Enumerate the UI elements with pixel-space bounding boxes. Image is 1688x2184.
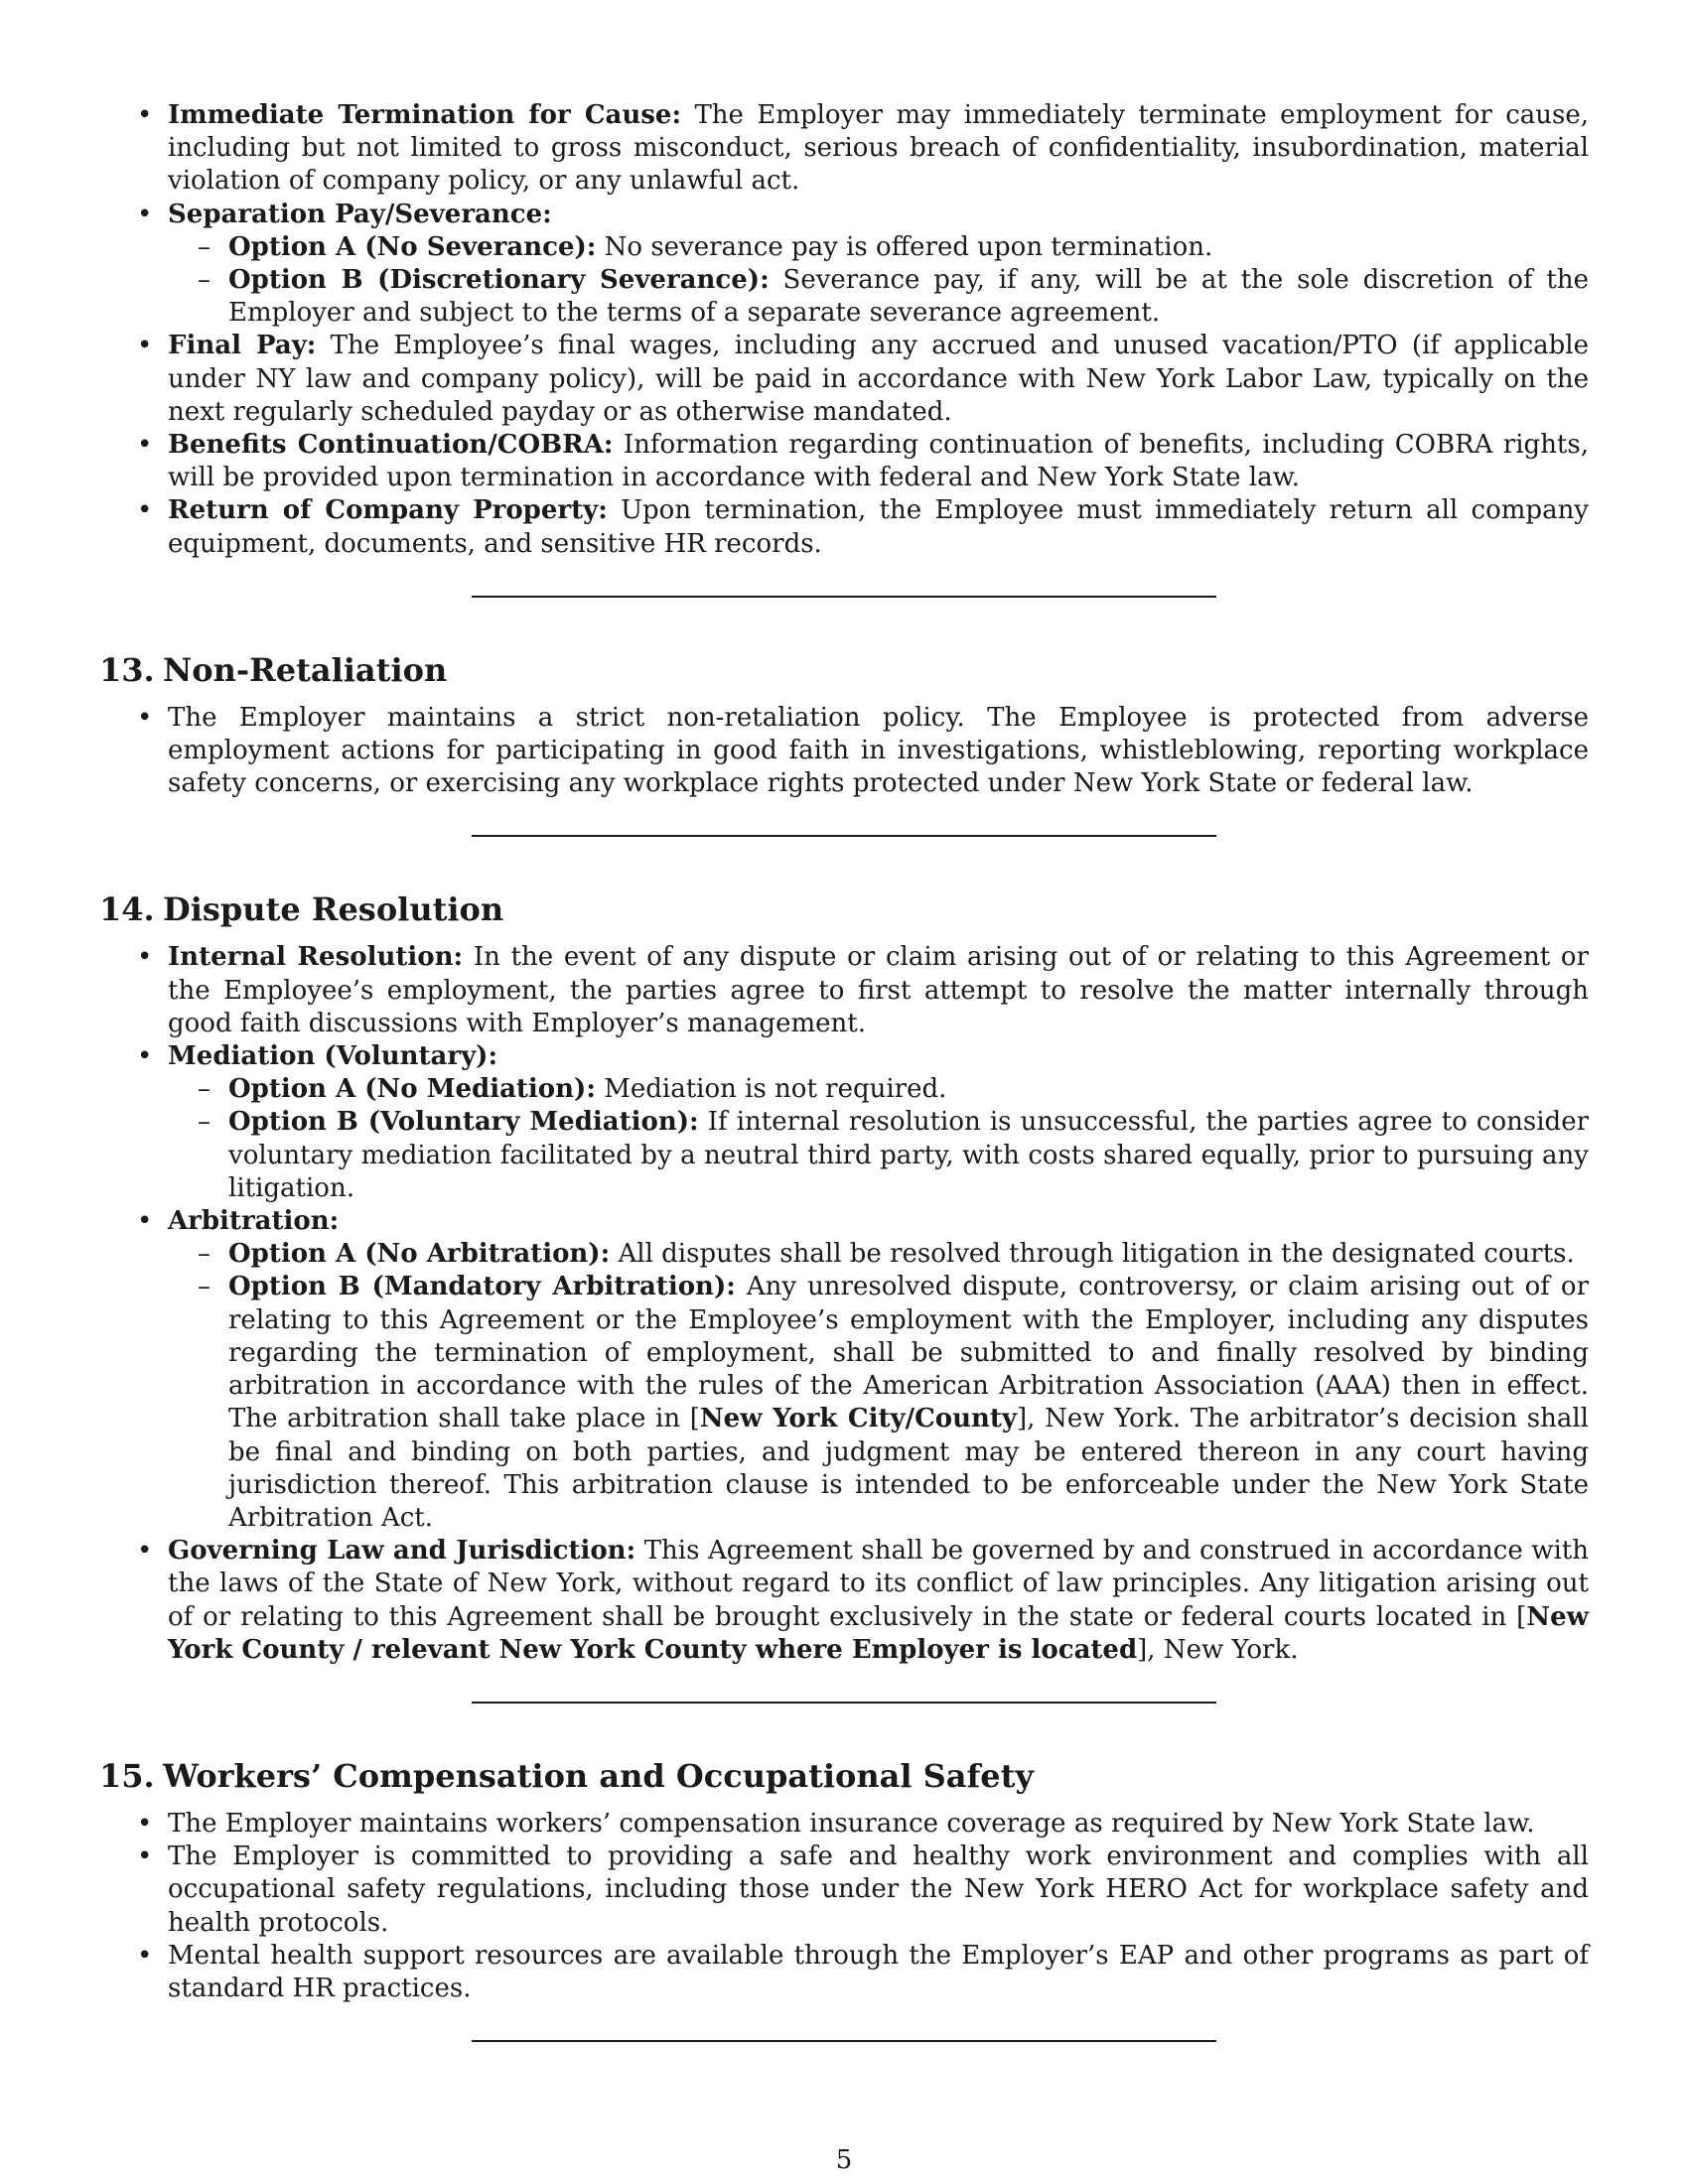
termination-list bbox=[99, 99, 1589, 561]
bullet: • bbox=[137, 1041, 153, 1072]
bullet: • bbox=[137, 1940, 153, 1971]
section-14-list bbox=[99, 941, 1589, 1666]
section-title: Non-Retaliation bbox=[163, 650, 448, 689]
dash-bullet: – bbox=[198, 231, 211, 262]
list-item bbox=[99, 429, 1589, 494]
list-item bbox=[99, 1205, 1589, 1535]
bullet: • bbox=[137, 1842, 153, 1872]
item-label: Benefits Continuation/COBRA: bbox=[168, 430, 614, 461]
dash-bullet: – bbox=[198, 1107, 211, 1138]
item-label: Internal Resolution: bbox=[168, 942, 464, 973]
dash-bullet: – bbox=[198, 1074, 211, 1105]
sub-list bbox=[168, 1238, 1589, 1535]
item-label: Option B (Discretionary Severance): bbox=[228, 265, 770, 296]
section-heading bbox=[99, 1756, 1589, 1796]
sub-list-item bbox=[168, 231, 1589, 264]
list-item bbox=[99, 702, 1589, 801]
page-content bbox=[99, 99, 1589, 2042]
item-text: ], New York. The arbitrator’s decision shall be final and binding on both parties, and judgment may be entered thereon in any court having jurisdiction thereof. This arbitration clause is intended to be enforceable under the New York State Arbitration Act. bbox=[228, 1404, 1589, 1533]
bullet: • bbox=[137, 199, 153, 229]
list-item bbox=[99, 1808, 1589, 1841]
bullet: • bbox=[137, 1536, 153, 1567]
list-item bbox=[99, 941, 1589, 1040]
item-label: Option A (No Arbitration): bbox=[228, 1239, 611, 1270]
section-title: Dispute Resolution bbox=[163, 890, 504, 929]
item-text: Severance pay, if any, will be at the sole discretion of the Employer and subject to the terms of a separate severance agreement. bbox=[228, 265, 1589, 329]
dash-bullet: – bbox=[198, 265, 211, 296]
item-text: All disputes shall be resolved through litigation in the designated courts. bbox=[610, 1239, 1575, 1270]
sub-list bbox=[168, 1073, 1589, 1205]
list-item bbox=[99, 494, 1589, 560]
section-heading bbox=[99, 650, 1589, 690]
item-label: Separation Pay/Severance: bbox=[168, 199, 552, 229]
list-item bbox=[99, 1535, 1589, 1667]
item-label: Option A (No Severance): bbox=[228, 231, 597, 262]
item-text: Any unresolved dispute, controversy, or claim arising out of or relating to this Agreement or the Employee’s employment with the Employer, including any disputes regarding the termination of employment, shall be submitted to and finally resolved by binding arbitration in accordance with the rules of the American Arbitration Association (AAA) then in effect. The arbitration shall take place in [ bbox=[228, 1272, 1589, 1434]
item-text: The Employer is committed to providing a safe and healthy work environment and complies with all occupational safety regulations, including those under the New York HERO Act for workplace safety and health protocols. bbox=[168, 1842, 1589, 1938]
section-divider bbox=[472, 596, 1216, 598]
item-text: In the event of any dispute or claim arising out of or relating to this Agreement or the Employee’s employment, the parties agree to first attempt to resolve the matter internally through good faith discussions with Employer’s management. bbox=[168, 942, 1589, 1038]
bullet: • bbox=[137, 100, 153, 130]
item-label: Option B (Mandatory Arbitration): bbox=[228, 1272, 736, 1302]
section-number: 13. bbox=[99, 650, 155, 689]
list-item bbox=[99, 1040, 1589, 1205]
bullet: • bbox=[137, 495, 153, 526]
placeholder-text: New York County / relevant New York County where Employer is located bbox=[168, 1601, 1589, 1665]
bullet: • bbox=[137, 942, 153, 973]
item-text: ], New York. bbox=[1137, 1634, 1299, 1665]
bullet: • bbox=[137, 1808, 153, 1839]
item-label: Immediate Termination for Cause: bbox=[168, 100, 682, 130]
section-number: 15. bbox=[99, 1756, 155, 1795]
section-divider bbox=[472, 2040, 1216, 2042]
section-13-list bbox=[99, 702, 1589, 801]
item-text: No severance pay is offered upon termination. bbox=[596, 231, 1213, 262]
sub-list-item bbox=[168, 1271, 1589, 1535]
list-item bbox=[99, 99, 1589, 199]
section-divider bbox=[472, 1702, 1216, 1704]
list-item bbox=[99, 199, 1589, 331]
item-text: The Employee’s final wages, including any accrued and unused vacation/PTO (if applicable under NY law and company policy), will be paid in accordance with New York Labor Law, typically on the next regularly scheduled payday or as otherwise mandated. bbox=[168, 331, 1589, 427]
section-15-list bbox=[99, 1808, 1589, 2005]
item-text: Mediation is not required. bbox=[595, 1074, 947, 1105]
bullet: • bbox=[137, 430, 153, 461]
section-heading bbox=[99, 889, 1589, 929]
dash-bullet: – bbox=[198, 1239, 211, 1270]
dash-bullet: – bbox=[198, 1272, 211, 1302]
page-number: 5 bbox=[835, 2145, 853, 2175]
placeholder-text: New York City/County bbox=[699, 1404, 1018, 1434]
item-text: If internal resolution is unsuccessful, the parties agree to consider voluntary mediation facilitated by a neutral third party, with costs shared equally, prior to pursuing any litigation. bbox=[228, 1107, 1590, 1203]
sub-list-item bbox=[168, 1073, 1589, 1106]
bullet: • bbox=[137, 702, 153, 733]
item-text: Information regarding continuation of benefits, including COBRA rights, will be provided upon termination in accordance with federal and New York State law. bbox=[168, 430, 1589, 493]
item-label: Governing Law and Jurisdiction: bbox=[168, 1536, 636, 1567]
sub-list-item bbox=[168, 1238, 1589, 1271]
item-label: Option A (No Mediation): bbox=[228, 1074, 596, 1105]
item-label: Mediation (Voluntary): bbox=[168, 1041, 498, 1072]
sub-list-item bbox=[168, 264, 1589, 330]
item-label: Arbitration: bbox=[168, 1206, 340, 1237]
section-divider bbox=[472, 835, 1216, 837]
item-text: The Employer maintains a strict non-retaliation policy. The Employee is protected from adverse employment actions for participating in good faith in investigations, whistleblowing, reporting workplace safety concerns, or exercising any workplace rights protected under New York State or federal law. bbox=[168, 702, 1589, 799]
list-item bbox=[99, 330, 1589, 429]
item-label: Option B (Voluntary Mediation): bbox=[228, 1107, 699, 1138]
item-label: Return of Company Property: bbox=[168, 495, 608, 526]
item-text: This Agreement shall be governed by and construed in accordance with the laws of the State of New York, without regard to its conflict of law principles. Any litigation arising out of or relating to this Agreement shall be brought exclusively in the state or federal courts located in [ bbox=[168, 1536, 1589, 1632]
item-text: The Employer maintains workers’ compensation insurance coverage as required by New York State law. bbox=[168, 1808, 1535, 1839]
bullet: • bbox=[137, 331, 153, 361]
list-item bbox=[99, 1940, 1589, 2005]
section-title: Workers’ Compensation and Occupational Safety bbox=[163, 1756, 1034, 1795]
sub-list-item bbox=[168, 1106, 1589, 1205]
section-number: 14. bbox=[99, 890, 155, 929]
item-text: Mental health support resources are available through the Employer’s EAP and other programs as part of standard HR practices. bbox=[168, 1940, 1589, 2003]
item-label: Final Pay: bbox=[168, 331, 317, 361]
item-text: Upon termination, the Employee must immediately return all company equipment, documents, and sensitive HR records. bbox=[168, 495, 1589, 559]
list-item bbox=[99, 1841, 1589, 1940]
bullet: • bbox=[137, 1206, 153, 1237]
sub-list bbox=[168, 231, 1589, 331]
item-text: The Employer may immediately terminate employment for cause, including but not limited to gross misconduct, serious breach of confidentiality, insubordination, material violation of company policy, or any unlawful act. bbox=[168, 100, 1589, 197]
